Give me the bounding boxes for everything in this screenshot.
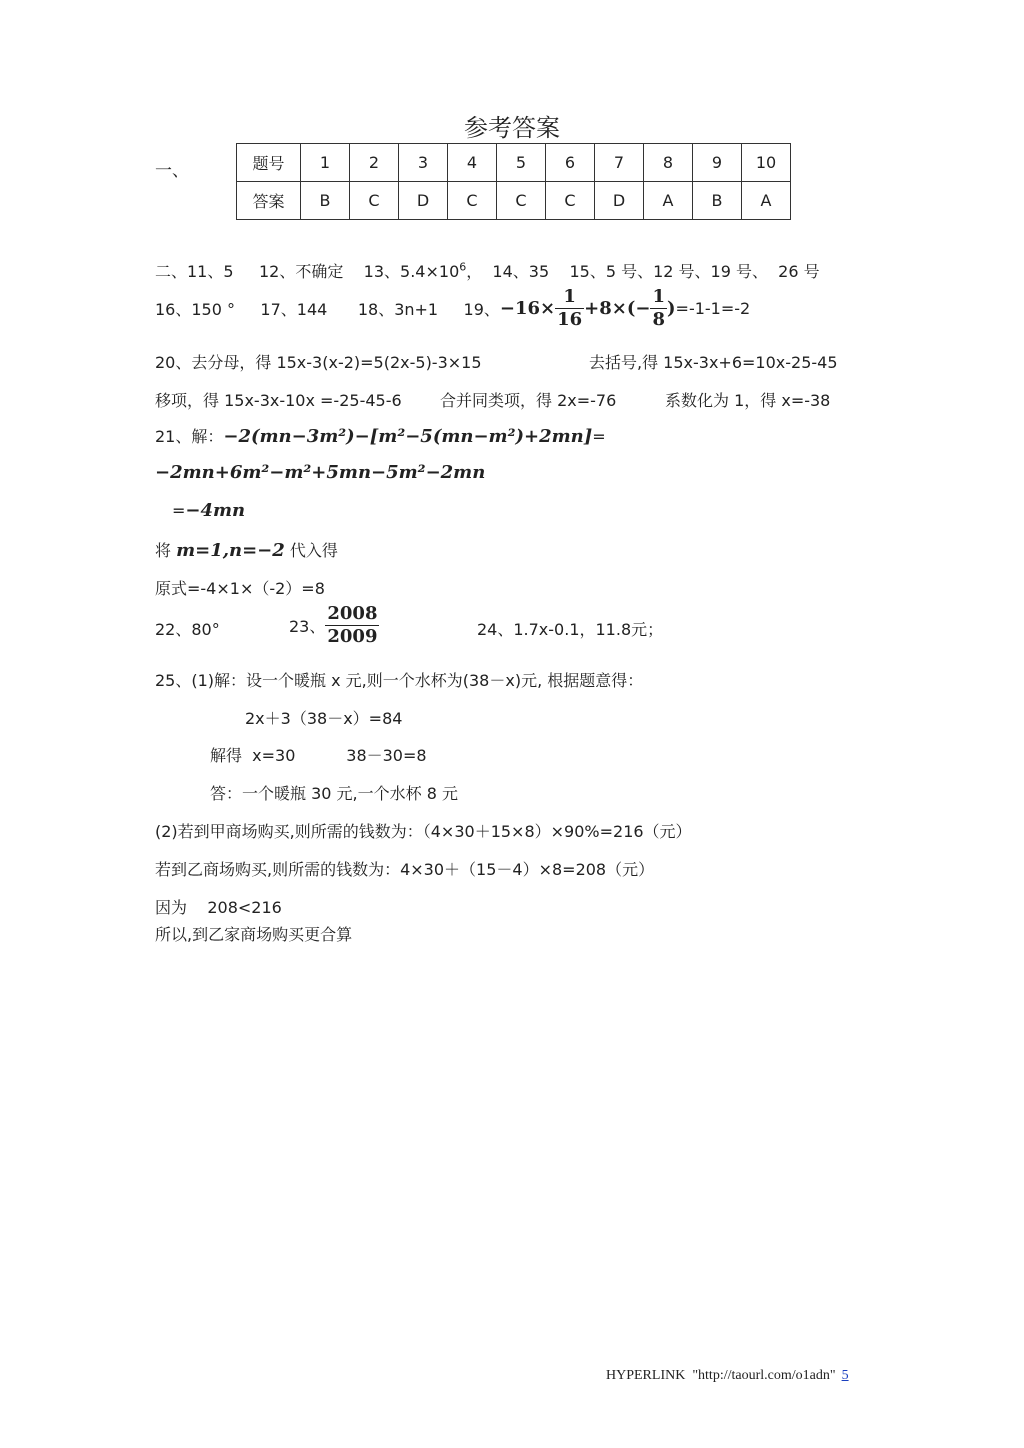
answer-line-25-b: 2x＋3（38－x）=84 xyxy=(245,709,403,728)
answer-line-25-c: 解得 x=30 38－30=8 xyxy=(210,746,427,765)
answer-cell: D xyxy=(399,182,448,220)
answer-line-21-b: −2mn+6m²−m²+5mn−5m²−2mn xyxy=(155,462,486,483)
question-number: 8 xyxy=(644,144,693,182)
answer-line-23: 23、 $\frac{2008}{2009}$ xyxy=(289,603,378,647)
fraction-2008-2009: $\frac{2008}{2009}$ xyxy=(327,603,378,647)
footer-hyperlink-text: HYPERLINK "http://taourl.com/o1adn" xyxy=(606,1368,836,1383)
answer-line-16-19: 16、150 ° 17、144 18、3n+1 19、−16× $\frac{1}{16}$ +8×(− $\frac{1}{8}$ )=-1-1=-2 xyxy=(155,286,751,330)
question-number: 10 xyxy=(742,144,791,182)
answer-line-25-e: (2)若到甲商场购买,则所需的钱数为：（4×30＋15×8）×90%=216（元） xyxy=(155,822,692,841)
answer-line-20-c: 移项，得 15x-3x-10x =-25-45-6 xyxy=(155,391,402,410)
question-number: 9 xyxy=(693,144,742,182)
answer-cell: C xyxy=(497,182,546,220)
answer-line-25-g: 因为 208<216 xyxy=(155,898,282,917)
answer-line-21-c: =−4mn xyxy=(172,500,246,521)
answer-cell: A xyxy=(644,182,693,220)
answer-cell: C xyxy=(546,182,595,220)
header-label: 题号 xyxy=(237,144,301,182)
answer-cell: B xyxy=(301,182,350,220)
answer-line-21-e: 原式=-4×1×（-2）=8 xyxy=(155,579,325,598)
answer-line-25-h: 所以,到乙家商场购买更合算 xyxy=(155,925,353,944)
page-number-link[interactable]: 5 xyxy=(841,1368,849,1383)
answer-cell: D xyxy=(595,182,644,220)
answer-line-20-e: 系数化为 1，得 x=-38 xyxy=(665,391,831,410)
answer-line-21-d: 将 m=1,n=−2 代入得 xyxy=(155,540,338,561)
question-number: 2 xyxy=(350,144,399,182)
answer-line-25-d: 答：一个暖瓶 30 元,一个水杯 8 元 xyxy=(210,784,458,803)
answer-line-25-f: 若到乙商场购买,则所需的钱数为：4×30＋（15－4）×8=208（元） xyxy=(155,860,655,879)
answer-cell: B xyxy=(693,182,742,220)
answer-line-20-b: 去括号,得 15x-3x+6=10x-25-45 xyxy=(589,353,838,372)
question-number: 4 xyxy=(448,144,497,182)
question-number: 5 xyxy=(497,144,546,182)
answer-table xyxy=(236,143,791,220)
table-row-answers xyxy=(237,182,791,220)
answer-line-22: 22、80° xyxy=(155,620,220,639)
fraction-one-eighth: $\frac{1}{8}$ xyxy=(652,286,665,330)
answer-line-25-a: 25、(1)解：设一个暖瓶 x 元,则一个水杯为(38－x)元, 根据题意得： xyxy=(155,671,644,690)
answer-label: 答案 xyxy=(237,182,301,220)
answer-line-20-a: 20、去分母，得 15x-3(x-2)=5(2x-5)-3×15 xyxy=(155,353,482,372)
answer-cell: C xyxy=(350,182,399,220)
answer-cell: A xyxy=(742,182,791,220)
answer-line-21-a: 21、解：−2(mn−3m²)−[m²−5(mn−m²)+2mn]= xyxy=(155,426,606,447)
table-row-numbers xyxy=(237,144,791,182)
question-number: 6 xyxy=(546,144,595,182)
question-number: 1 xyxy=(301,144,350,182)
question-number: 7 xyxy=(595,144,644,182)
answer-cell: C xyxy=(448,182,497,220)
section-one-marker: 一、 xyxy=(155,161,189,181)
fraction-one-sixteenth: $\frac{1}{16}$ xyxy=(557,286,583,330)
question-number: 3 xyxy=(399,144,448,182)
answer-line-20-d: 合并同类项，得 2x=-76 xyxy=(440,391,617,410)
answer-line-24: 24、1.7x-0.1，11.8元； xyxy=(477,620,664,639)
page-footer xyxy=(606,1368,849,1384)
answer-line-11-15: 二、11、5 12、不确定 13、$5.4\times 10^6$， 14、35 15、5 号、12 号、19 号、 26 号 xyxy=(155,260,820,281)
page-title: 参考答案 xyxy=(464,114,560,142)
